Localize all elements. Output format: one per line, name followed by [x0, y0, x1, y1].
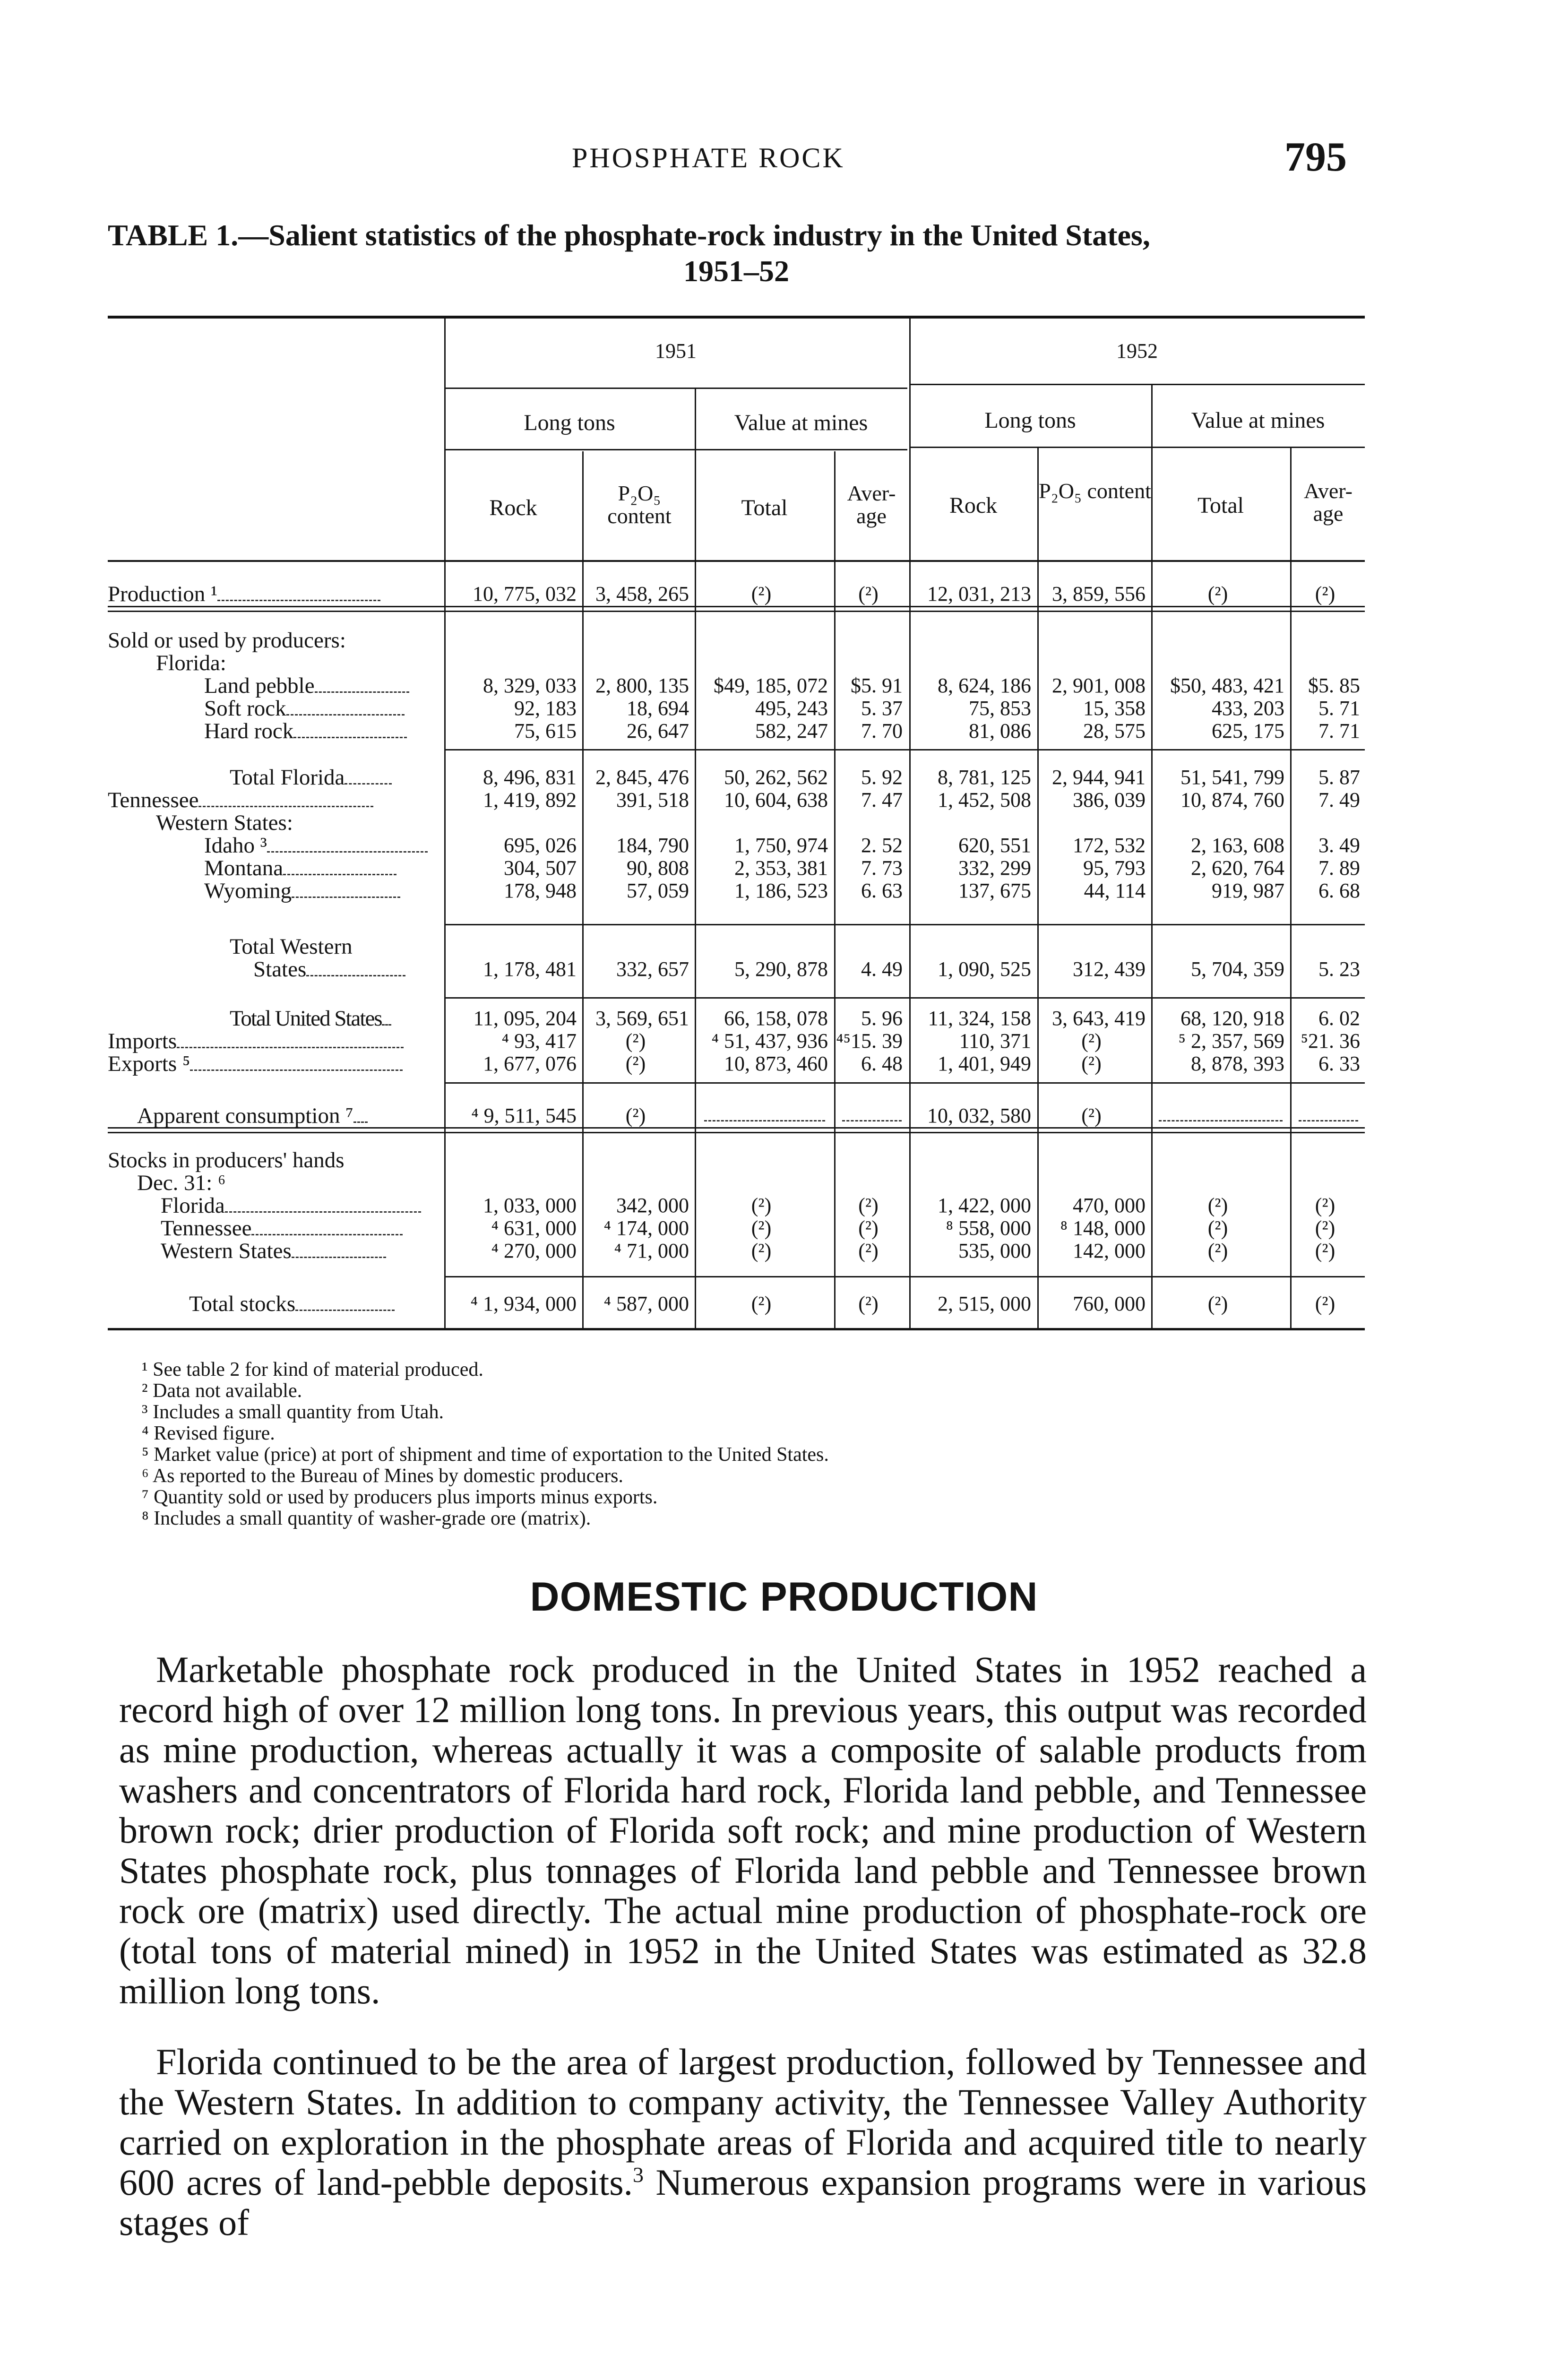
paragraph-1-text: Marketable phosphate rock produced in the United States in 1952 reached a record high of over 12 million long tons. In previous years, this output was recorded as mine production, whereas actually it was a composite of salable products from washers and concentrators of Florida hard rock, Florida land pebble, and Tennessee brown rock; drier production of Florida soft rock; and mine production of Western States phosphate rock, plus tonnages of Florida land pebble and Tennessee brown rock ore (matrix) used directly. The actual mine production of phosphate-rock ore (total tons of material mined) in 1952 in the United States was estimated as 32.8 million long tons. — [119, 1649, 1367, 2011]
cell-apparent-1951-c1: (²) — [625, 1104, 646, 1127]
label-dec31: Dec. 31: ⁶ — [137, 1171, 226, 1195]
label-st-western — [161, 1239, 386, 1263]
label-apparent — [137, 1104, 368, 1128]
cell-total-western-1952-c1: 312, 439 — [1073, 957, 1146, 981]
cell-total-stocks-1951-c3: (²) — [858, 1292, 879, 1315]
label-soft-rock — [204, 697, 405, 720]
label-total-western-2 — [253, 957, 405, 981]
cell-st-western-1952-c2: (²) — [1207, 1239, 1228, 1262]
label-wyoming-text: Wyoming — [204, 879, 292, 903]
cell-st-florida-1951-c1: 342, 000 — [616, 1194, 689, 1217]
cell-total-us-1951-c3: 5. 96 — [861, 1007, 903, 1030]
cell-idaho-1952-c1: 172, 532 — [1073, 834, 1146, 857]
cell-st-florida-1951-c0: 1, 033, 000 — [483, 1194, 577, 1217]
cell-total-stocks-1952-c1: 760, 000 — [1073, 1292, 1146, 1315]
cell-exports-1951-c1: (²) — [625, 1052, 646, 1075]
cell-st-western-1951-c0: ⁴ 270, 000 — [491, 1239, 577, 1262]
cell-total-western-1952-c0: 1, 090, 525 — [938, 957, 1031, 981]
cell-imports-1951-c1: (²) — [625, 1029, 646, 1052]
dash-apparent-1952-total — [1159, 1120, 1283, 1121]
cell-total-us-1952-c3: 6. 02 — [1318, 1007, 1360, 1030]
cell-total-us-1951-c1: 3, 569, 651 — [595, 1007, 689, 1030]
cell-total-stocks-1951-c1: ⁴ 587, 000 — [603, 1292, 689, 1315]
cell-st-florida-1952-c3: (²) — [1315, 1194, 1335, 1217]
label-exports — [108, 1052, 403, 1076]
label-production-text: Production ¹ — [108, 582, 218, 606]
cell-imports-1951-c2: ⁴ 51, 437, 936 — [711, 1029, 828, 1052]
cell-soft-rock-1951-c1: 18, 694 — [627, 697, 689, 720]
label-tennessee — [108, 788, 373, 812]
cell-wyoming-1951-c2: 1, 186, 523 — [734, 879, 828, 902]
cell-montana-1951-c0: 304, 507 — [504, 856, 577, 880]
cell-st-tennessee-1952-c1: ⁸ 148, 000 — [1060, 1216, 1146, 1240]
label-tennessee-text: Tennessee — [108, 788, 199, 812]
group-value-1952: Value at mines — [1191, 408, 1325, 433]
cell-idaho-1952-c3: 3. 49 — [1318, 834, 1360, 857]
cell-idaho-1952-c0: 620, 551 — [958, 834, 1031, 857]
label-total-florida-text: Total Florida — [230, 765, 345, 790]
header-bottom-rule — [108, 560, 1365, 562]
label-imports — [108, 1029, 404, 1053]
label-total-stocks — [189, 1292, 395, 1316]
label-st-tennessee-text: Tennessee — [161, 1216, 252, 1241]
cell-exports-1951-c3: 6. 48 — [861, 1052, 903, 1075]
cell-st-tennessee-1951-c3: (²) — [858, 1216, 879, 1240]
cell-hard-rock-1952-c2: 625, 175 — [1212, 719, 1284, 742]
footnote-5: ⁵ Market value (price) at port of shipment and time of exportation to the United States. — [142, 1444, 829, 1466]
paragraph-2-text-b: Numerous expansion programs were in various stages of — [119, 2162, 1367, 2243]
cell-exports-1951-c2: 10, 873, 460 — [724, 1052, 828, 1075]
cell-total-western-1951-c0: 1, 178, 481 — [483, 957, 577, 981]
cell-tennessee-1952-c1: 386, 039 — [1073, 788, 1146, 811]
cell-idaho-1951-c1: 184, 790 — [616, 834, 689, 857]
table-title-line1: TABLE 1.—Salient statistics of the phosphate-rock industry in the United States, — [108, 218, 1150, 252]
cell-total-stocks-1952-c3: (²) — [1315, 1292, 1335, 1315]
cell-wyoming-1952-c1: 44, 114 — [1084, 879, 1146, 902]
label-st-florida — [161, 1194, 421, 1217]
cell-total-florida-1951-c2: 50, 262, 562 — [724, 766, 828, 789]
label-exports-text: Exports ⁵ — [108, 1052, 190, 1076]
table-title-line2: 1951–52 — [683, 254, 789, 288]
cell-land-pebble-1951-c1: 2, 800, 135 — [595, 674, 689, 697]
cell-wyoming-1951-c0: 178, 948 — [504, 879, 577, 902]
label-land-pebble — [204, 674, 409, 698]
cell-st-western-1952-c0: 535, 000 — [958, 1239, 1031, 1262]
cell-total-western-1951-c3: 4. 49 — [861, 957, 903, 981]
label-montana — [204, 856, 396, 880]
cell-hard-rock-1951-c0: 75, 615 — [514, 719, 577, 742]
cell-wyoming-1951-c1: 57, 059 — [627, 879, 689, 902]
table-title — [108, 217, 1365, 289]
cell-tennessee-1952-c3: 7. 49 — [1318, 788, 1360, 811]
cell-apparent-1952-c0: 10, 032, 580 — [927, 1104, 1031, 1127]
cell-st-western-1952-c3: (²) — [1315, 1239, 1335, 1262]
cell-total-us-1952-c1: 3, 643, 419 — [1052, 1007, 1146, 1030]
cell-total-florida-1951-c3: 5. 92 — [861, 766, 903, 789]
group-rule-1952 — [909, 447, 1365, 448]
cell-montana-1952-c2: 2, 620, 764 — [1191, 856, 1284, 880]
year-1951: 1951 — [655, 339, 697, 362]
cell-total-western-1952-c2: 5, 704, 359 — [1191, 957, 1284, 981]
cell-idaho-1952-c2: 2, 163, 608 — [1191, 834, 1284, 857]
label-st-western-text: Western States — [161, 1239, 292, 1263]
section-heading: DOMESTIC PRODUCTION — [530, 1574, 1038, 1620]
cell-imports-1951-c0: ⁴ 93, 417 — [501, 1029, 577, 1052]
cell-land-pebble-1952-c3: $5. 85 — [1308, 674, 1360, 697]
cell-tennessee-1951-c3: 7. 47 — [861, 788, 903, 811]
cell-soft-rock-1952-c2: 433, 203 — [1212, 697, 1284, 720]
cell-total-us-1951-c2: 66, 158, 078 — [724, 1007, 828, 1030]
cell-production-1951-c3: (²) — [858, 582, 879, 605]
cell-production-1952-c0: 12, 031, 213 — [927, 582, 1031, 605]
col-header-total-1952: Total — [1198, 493, 1244, 518]
cell-imports-1952-c2: ⁵ 2, 357, 569 — [1178, 1029, 1284, 1052]
label-wyoming — [204, 879, 400, 903]
label-idaho-text: Idaho ³ — [204, 833, 267, 858]
cell-hard-rock-1951-c2: 582, 247 — [755, 719, 828, 742]
year-1952: 1952 — [1116, 339, 1158, 362]
footnote-7: ⁷ Quantity sold or used by producers plus imports minus exports. — [142, 1486, 658, 1508]
label-sold-header: Sold or used by producers: — [108, 628, 346, 653]
footnote-4: ⁴ Revised figure. — [142, 1423, 275, 1444]
cell-land-pebble-1951-c0: 8, 329, 033 — [483, 674, 577, 697]
cell-st-tennessee-1952-c0: ⁸ 558, 000 — [946, 1216, 1031, 1240]
cell-total-florida-1952-c1: 2, 944, 941 — [1052, 766, 1146, 789]
cell-st-florida-1952-c0: 1, 422, 000 — [938, 1194, 1031, 1217]
cell-st-tennessee-1951-c2: (²) — [751, 1216, 772, 1240]
cell-land-pebble-1951-c3: $5. 91 — [851, 674, 903, 697]
cell-total-florida-1951-c0: 8, 496, 831 — [483, 766, 577, 789]
label-total-us-text: Total United States — [230, 1006, 382, 1031]
cell-st-florida-1951-c2: (²) — [751, 1194, 772, 1217]
label-st-tennessee — [161, 1216, 403, 1240]
cell-apparent-1952-c1: (²) — [1081, 1104, 1102, 1127]
label-soft-rock-text: Soft rock — [204, 696, 286, 721]
paragraph-2-text-a: Florida continued to be the area of largest production, followed by Tennessee and the Western States. In addition to company activity, the Tennessee Valley Authority carried on exploration in the phosphate areas of Florida and acquired title to nearly 600 acres of land-pebble deposits. — [119, 2041, 1367, 2203]
cell-tennessee-1951-c1: 391, 518 — [616, 788, 689, 811]
cell-production-1952-c1: 3, 859, 556 — [1052, 582, 1146, 605]
cell-total-western-1951-c2: 5, 290, 878 — [734, 957, 828, 981]
cell-montana-1952-c1: 95, 793 — [1083, 856, 1146, 880]
label-idaho — [204, 834, 428, 857]
cell-wyoming-1952-c3: 6. 68 — [1318, 879, 1360, 902]
cell-land-pebble-1952-c0: 8, 624, 186 — [938, 674, 1031, 697]
label-imports-text: Imports — [108, 1029, 177, 1053]
label-florida: Florida: — [156, 651, 226, 675]
label-total-stocks-text: Total stocks — [189, 1292, 296, 1316]
cell-hard-rock-1951-c1: 26, 647 — [627, 719, 689, 742]
cell-wyoming-1951-c3: 6. 63 — [861, 879, 903, 902]
cell-total-western-1951-c1: 332, 657 — [616, 957, 689, 981]
cell-st-tennessee-1952-c2: (²) — [1207, 1216, 1228, 1240]
cell-production-1952-c3: (²) — [1315, 582, 1335, 605]
col-header-p2o5-1952: P₂O₅ content — [1039, 479, 1151, 503]
cell-imports-1952-c3: ⁵21. 36 — [1301, 1029, 1360, 1052]
cell-imports-1952-c1: (²) — [1081, 1029, 1102, 1052]
col-header-rock-1951: Rock — [489, 495, 537, 520]
cell-production-1951-c2: (²) — [751, 582, 772, 605]
dash-apparent-1951-average — [842, 1120, 902, 1121]
cell-st-tennessee-1951-c0: ⁴ 631, 000 — [491, 1216, 577, 1240]
footnote-8: ⁸ Includes a small quantity of washer-grade ore (matrix). — [142, 1508, 591, 1529]
cell-total-stocks-1951-c2: (²) — [751, 1292, 772, 1315]
paragraph-2 — [119, 2042, 1367, 2242]
table-bottom-rule — [108, 1328, 1365, 1330]
cell-st-tennessee-1951-c1: ⁴ 174, 000 — [603, 1216, 689, 1240]
cell-production-1952-c2: (²) — [1207, 582, 1228, 605]
cell-land-pebble-1951-c2: $49, 185, 072 — [714, 674, 828, 697]
group-long-tons-1951: Long tons — [524, 410, 615, 435]
cell-exports-1952-c1: (²) — [1081, 1052, 1102, 1075]
table-top-rule — [108, 316, 1365, 319]
cell-soft-rock-1952-c3: 5. 71 — [1318, 697, 1360, 720]
cell-idaho-1951-c2: 1, 750, 974 — [734, 834, 828, 857]
cell-production-1951-c1: 3, 458, 265 — [595, 582, 689, 605]
cell-exports-1951-c0: 1, 677, 076 — [483, 1052, 577, 1075]
cell-montana-1951-c2: 2, 353, 381 — [734, 856, 828, 880]
dash-apparent-1951-total — [704, 1120, 825, 1121]
col-header-rock-1952: Rock — [949, 493, 998, 518]
year-rule-1952 — [909, 384, 1365, 385]
cell-st-western-1951-c2: (²) — [751, 1239, 772, 1262]
col-header-average-1952: Aver-age — [1304, 479, 1353, 526]
cell-idaho-1951-c0: 695, 026 — [504, 834, 577, 857]
label-land-pebble-text: Land pebble — [204, 673, 315, 698]
dash-apparent-1952-average — [1299, 1120, 1358, 1121]
cell-hard-rock-1952-c1: 28, 575 — [1083, 719, 1146, 742]
group-rule-1951 — [444, 449, 907, 450]
apparent-rule-b2 — [108, 1132, 1365, 1133]
cell-hard-rock-1951-c3: 7. 70 — [861, 719, 903, 742]
paragraph-1 — [119, 1649, 1367, 2011]
cell-st-florida-1951-c3: (²) — [858, 1194, 879, 1217]
col-rule-4 — [909, 319, 911, 1328]
cell-tennessee-1951-c0: 1, 419, 892 — [483, 788, 577, 811]
cell-wyoming-1952-c2: 919, 987 — [1212, 879, 1284, 902]
col-header-p2o5-1951: P₂O₅ content — [607, 481, 672, 528]
cell-total-florida-1952-c2: 51, 541, 799 — [1180, 766, 1284, 789]
label-total-western-2-text: States — [253, 957, 307, 982]
cell-soft-rock-1952-c1: 15, 358 — [1083, 697, 1146, 720]
cell-total-stocks-1952-c2: (²) — [1207, 1292, 1228, 1315]
cell-soft-rock-1951-c2: 495, 243 — [755, 697, 828, 720]
cell-total-florida-1952-c3: 5. 87 — [1318, 766, 1360, 789]
cell-exports-1952-c0: 1, 401, 949 — [938, 1052, 1031, 1075]
production-rule-a — [108, 606, 1365, 607]
label-western-header: Western States: — [156, 811, 293, 835]
cell-total-florida-1951-c1: 2, 845, 476 — [595, 766, 689, 789]
col-rule-0 — [444, 319, 446, 1328]
cell-idaho-1951-c3: 2. 52 — [861, 834, 903, 857]
cell-total-florida-1952-c0: 8, 781, 125 — [938, 766, 1031, 789]
page-number: 795 — [1284, 134, 1347, 180]
footnote-1: ¹ See table 2 for kind of material produced. — [142, 1359, 483, 1380]
year-rule-1951 — [444, 388, 907, 389]
cell-soft-rock-1951-c3: 5. 37 — [861, 697, 903, 720]
cell-production-1951-c0: 10, 775, 032 — [473, 582, 577, 605]
cell-st-tennessee-1952-c3: (²) — [1315, 1216, 1335, 1240]
paragraph-2-footnote-ref: 3 — [633, 2163, 644, 2187]
label-apparent-text: Apparent consumption ⁷ — [137, 1104, 353, 1128]
label-hard-rock-text: Hard rock — [204, 719, 294, 743]
col-header-total-1951: Total — [741, 495, 788, 520]
cell-imports-1952-c0: 110, 371 — [959, 1029, 1031, 1052]
cell-apparent-1951-c0: ⁴ 9, 511, 545 — [471, 1104, 577, 1127]
cell-st-western-1952-c1: 142, 000 — [1073, 1239, 1146, 1262]
col-header-average-1951: Aver-age — [847, 481, 896, 528]
label-stocks-header: Stocks in producers' hands — [108, 1148, 345, 1173]
cell-imports-1951-c3: ⁴⁵15. 39 — [836, 1029, 903, 1052]
cell-tennessee-1951-c2: 10, 604, 638 — [724, 788, 828, 811]
footnote-2: ² Data not available. — [142, 1380, 302, 1402]
cell-land-pebble-1952-c2: $50, 483, 421 — [1170, 674, 1284, 697]
label-production — [108, 582, 380, 606]
cell-exports-1952-c2: 8, 878, 393 — [1191, 1052, 1284, 1075]
running-head: PHOSPHATE ROCK — [572, 142, 845, 173]
cell-montana-1951-c3: 7. 73 — [861, 856, 903, 880]
cell-total-us-1952-c2: 68, 120, 918 — [1180, 1007, 1284, 1030]
cell-st-florida-1952-c2: (²) — [1207, 1194, 1228, 1217]
cell-wyoming-1952-c0: 137, 675 — [958, 879, 1031, 902]
cell-hard-rock-1952-c3: 7. 71 — [1318, 719, 1360, 742]
cell-total-us-1952-c0: 11, 324, 158 — [928, 1007, 1031, 1030]
cell-exports-1952-c3: 6. 33 — [1318, 1052, 1360, 1075]
group-value-1951: Value at mines — [734, 410, 868, 435]
cell-total-stocks-1951-c0: ⁴ 1, 934, 000 — [470, 1292, 577, 1315]
footnote-3: ³ Includes a small quantity from Utah. — [142, 1401, 444, 1423]
cell-soft-rock-1952-c0: 75, 853 — [969, 697, 1031, 720]
cell-st-florida-1952-c1: 470, 000 — [1073, 1194, 1146, 1217]
cell-total-western-1952-c3: 5. 23 — [1318, 957, 1360, 981]
label-hard-rock — [204, 719, 407, 743]
label-total-western-1: Total Western — [230, 934, 353, 959]
production-rule-b — [108, 611, 1365, 612]
cell-land-pebble-1952-c1: 2, 901, 008 — [1052, 674, 1146, 697]
label-total-us — [230, 1007, 391, 1030]
cell-montana-1952-c3: 7. 89 — [1318, 856, 1360, 880]
cell-tennessee-1952-c2: 10, 874, 760 — [1180, 788, 1284, 811]
cell-hard-rock-1952-c0: 81, 086 — [969, 719, 1031, 742]
cell-tennessee-1952-c0: 1, 452, 508 — [938, 788, 1031, 811]
cell-montana-1952-c0: 332, 299 — [958, 856, 1031, 880]
cell-st-western-1951-c3: (²) — [858, 1239, 879, 1262]
footnote-6: ⁶ As reported to the Bureau of Mines by domestic producers. — [142, 1465, 623, 1487]
cell-montana-1951-c1: 90, 808 — [627, 856, 689, 880]
cell-total-stocks-1952-c0: 2, 515, 000 — [938, 1292, 1031, 1315]
cell-st-western-1951-c1: ⁴ 71, 000 — [614, 1239, 689, 1262]
label-total-florida — [230, 766, 392, 789]
group-long-tons-1952: Long tons — [984, 408, 1076, 433]
label-st-florida-text: Florida — [161, 1193, 225, 1218]
label-montana-text: Montana — [204, 856, 284, 880]
cell-soft-rock-1951-c0: 92, 183 — [514, 697, 577, 720]
cell-total-us-1951-c0: 11, 095, 204 — [473, 1007, 577, 1030]
